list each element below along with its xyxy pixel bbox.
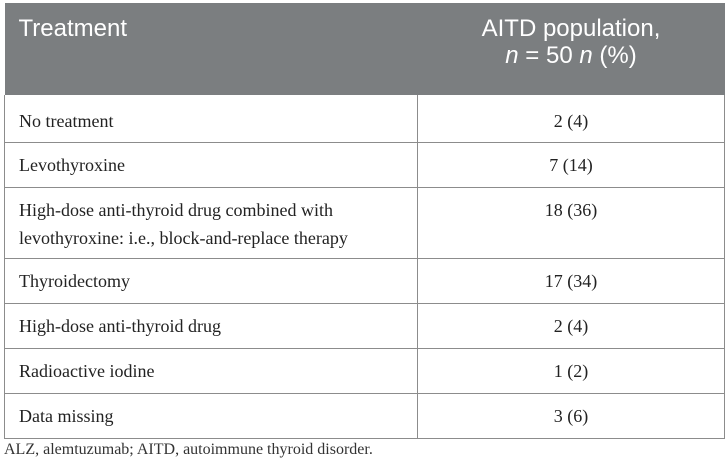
table-header [5,3,725,95]
row-value: 18 (36) [418,188,725,259]
row-treatment: Thyroidectomy [5,259,418,304]
header-n-symbol-2: n [579,42,593,69]
row-treatment: Radioactive iodine [5,349,418,394]
row-treatment: High-dose anti-thyroid drug [5,304,418,349]
table-row [5,349,725,394]
table-row [5,304,725,349]
row-treatment: Data missing [5,394,418,439]
row-value: 17 (34) [418,259,725,304]
table-row [5,259,725,304]
treatment-table [4,3,725,439]
row-treatment: High-dose anti-thyroid drug combined with levothyroxine: i.e., block-and-replace therapy [5,188,418,259]
header-n-equals: = 50 [518,42,580,69]
header-population [418,3,725,95]
header-population-line2 [418,42,725,69]
row-treatment: Levothyroxine [5,143,418,188]
table-row [5,394,725,439]
treatment-table-container [4,3,724,439]
table-row [5,143,725,188]
row-value: 2 (4) [418,304,725,349]
table-footnote: ALZ, alemtuzumab; AITD, autoimmune thyroid disorder. [4,441,373,458]
row-value: 1 (2) [418,349,725,394]
header-percent: (%) [592,42,637,69]
row-value: 2 (4) [418,95,725,143]
header-treatment: Treatment [5,3,418,95]
table-body [5,95,725,439]
row-value: 7 (14) [418,143,725,188]
row-treatment: No treatment [5,95,418,143]
header-row [5,3,725,95]
header-n-symbol: n [505,42,519,69]
table-row [5,188,725,259]
header-population-line1: AITD population, [481,15,661,42]
table-row [5,95,725,143]
row-value: 3 (6) [418,394,725,439]
